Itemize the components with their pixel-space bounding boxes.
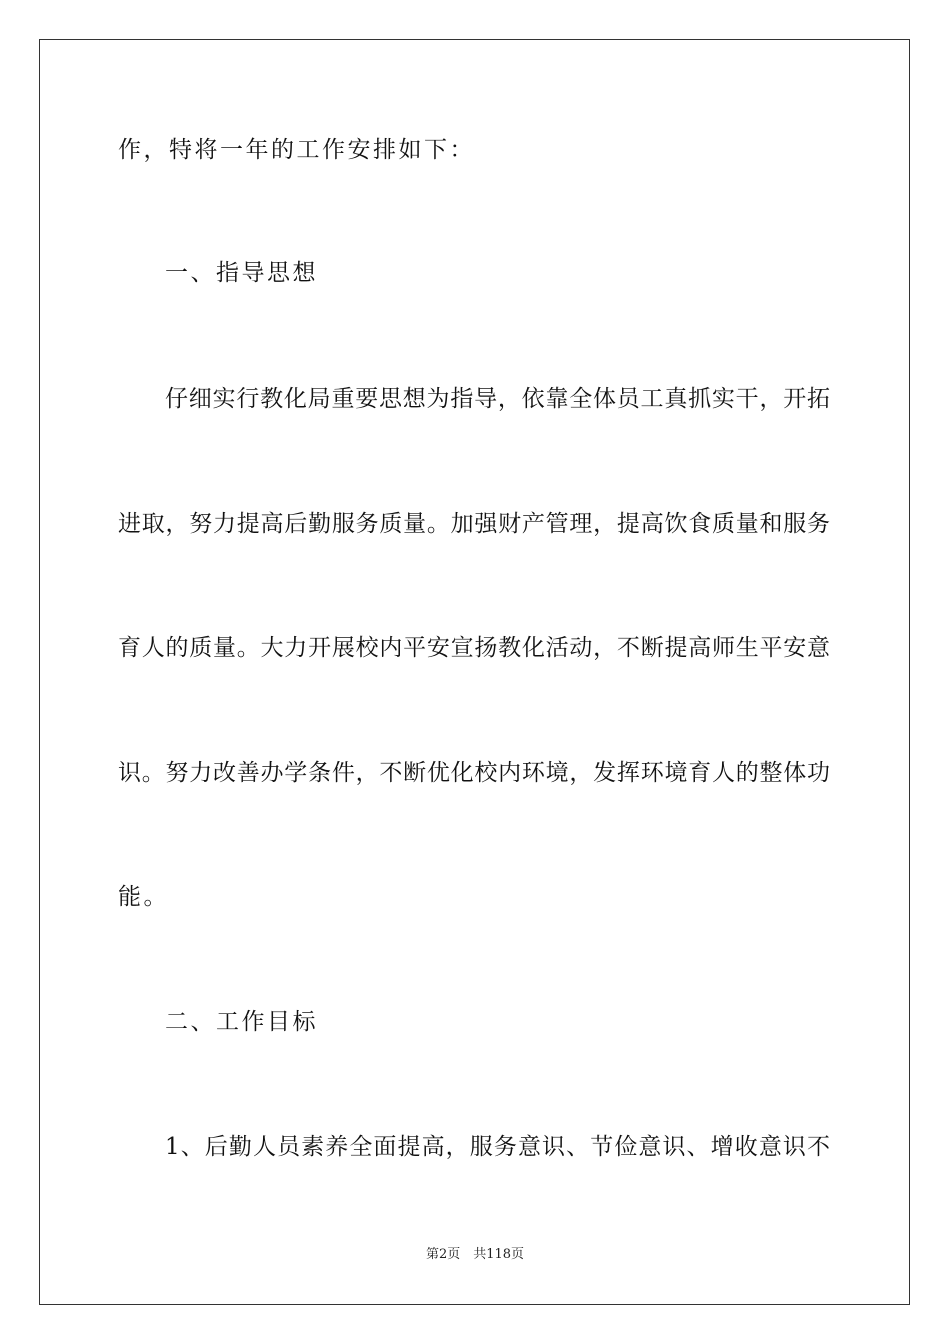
section-heading-guiding-ideology: 一、指导思想 (165, 260, 318, 286)
paragraph-line: 育人的质量。大力开展校内平安宣扬教化活动，不断提高师生平安意 (118, 635, 830, 661)
section-heading-work-goals: 二、工作目标 (165, 1009, 318, 1035)
page-border (39, 39, 910, 1305)
paragraph-line: 识。努力改善办学条件，不断优化校内环境，发挥环境育人的整体功 (118, 760, 830, 786)
paragraph-line: 进取，努力提高后勤服务质量。加强财产管理，提高饮食质量和服务 (118, 511, 830, 537)
paragraph-line: 1、后勤人员素养全面提高，服务意识、节俭意识、增收意识不 (165, 1134, 830, 1160)
paragraph-line: 能。 (118, 884, 169, 910)
text-line-continuation: 作，特将一年的工作安排如下： (118, 137, 475, 163)
paragraph-line: 仔细实行教化局重要思想为指导，依靠全体员工真抓实干，开拓 (165, 386, 830, 412)
page-number-footer: 第2页 共118页 (425, 1247, 525, 1262)
